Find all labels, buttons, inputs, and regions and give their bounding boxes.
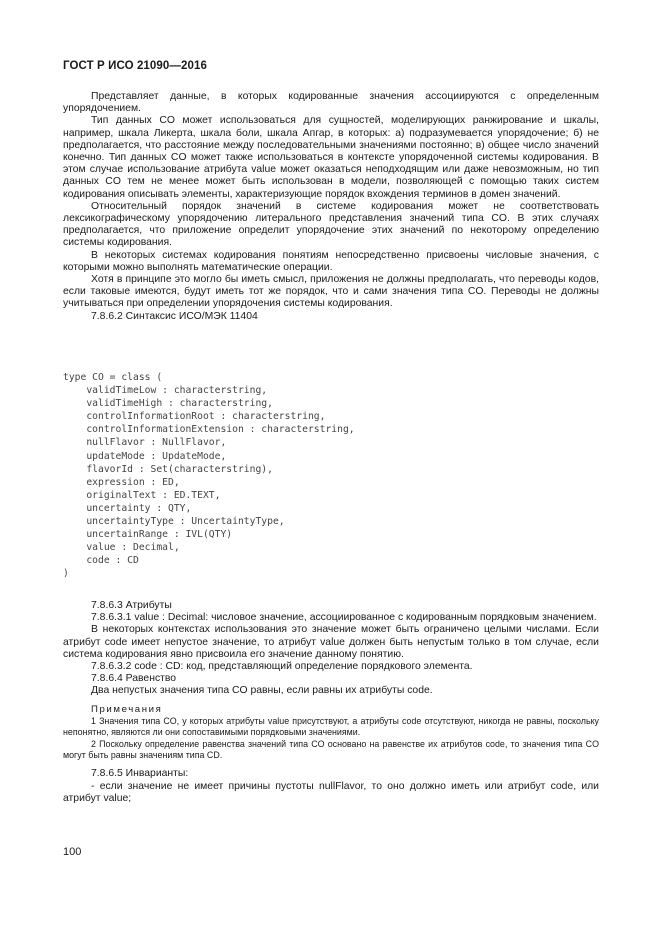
attributes-section [63,600,599,805]
code-line: code : CD [63,555,139,567]
code-line: ) [63,568,69,580]
code-line: type CO = class ( [63,372,163,383]
code-line: nullFlavor : NullFlavor, [63,437,227,449]
value-definition: 7.8.6.3.1 value : Decimal: числовое значение, ассоциированное с кодированным порядковым значением. [91,612,597,624]
equality-heading: 7.8.6.4 Равенство [91,673,177,685]
code-line: expression : ED, [63,476,180,488]
paragraph: Относительный порядок значений в системе кодирования может не соответствовать лексикографическому упорядочению литерального представления значений типа CO. В этих случаях предполагается, что приложение определит упорядочение этих значений по некоторому определению системы кодирования. [63,200,599,249]
code-line: originalText : ED.TEXT, [63,489,221,501]
code-line: uncertaintyType : UncertaintyType, [63,516,285,528]
intro-text [63,91,599,323]
standard-header: ГОСТ Р ИСО 21090—2016 [63,60,208,72]
code-line: validTimeLow : characterstring, [63,385,268,397]
value-note: В некоторых контекстах использования это значение может быть ограничено целыми числами. Если атрибут code имеет непустое значение, то атрибут value должен быть непустым только в том случае, если система кодирования явно присвоила его значение данному понятию. [63,624,599,660]
code-line: validTimeHigh : characterstring, [63,398,273,410]
code-line: controlInformationRoot : characterstring, [63,411,326,423]
paragraph: Тип данных CO может использоваться для сущностей, моделирующих ранжирование и шкалы, например, шкала Ликерта, шкала боли, шкала Апгар, в которых: а) подразумевается упорядочение; б) не предполагается, что расстояние между последовательными значениями постоянно; в) общее число значений конечно. Тип данных CO может также использоваться в контексте упорядоченной системы кодирования. В этом случае использование атрибута value может оказаться неподходящим или даже невозможным, но тип данных CO тем не менее может быть использован в модели, позволяющей с помощью таких систем кодирования описывать элементы, характеризующие порядок вхождения терминов в домен значений. [63,115,599,200]
code-line: uncertainRange : IVL(QTY) [63,529,233,541]
paragraph: Хотя в принципе это могло бы иметь смысл, приложения не должны предполагать, что переводы кодов, если таковые имеются, будут иметь тот же порядок, что и сами значения типа CO. Переводы не должны учитываться при определении упорядочения системы кодирования. [63,274,599,310]
syntax-heading: 7.8.6.2 Синтаксис ИСО/МЭК 11404 [91,310,258,322]
paragraph: В некоторых системах кодирования понятиям непосредственно присвоены числовые значения, с которыми можно выполнять математические операции. [63,249,599,273]
attributes-heading: 7.8.6.3 Атрибуты [91,600,172,611]
code-line: value : Decimal, [63,542,180,554]
code-line: updateMode : UpdateMode, [63,450,227,462]
invariants-heading: 7.8.6.5 Инварианты: [91,768,189,780]
code-line: controlInformationExtension : characterstring, [63,424,355,436]
code-block [63,371,355,581]
equality-text: Два непустых значения типа CO равны, если равны их атрибуты code. [91,685,433,697]
invariant-1: - если значение не имеет причины пустоты nullFlavor, то оно должно иметь или атрибут code, или атрибут value; [63,780,599,804]
paragraph: Представляет данные, в которых кодированные значения ассоциируются с определенным упорядочением. [63,91,599,115]
page-number: 100 [63,846,82,858]
note-1: 1 Значения типа CO, у которых атрибуты value присутствуют, а атрибуты code отсутствуют, никогда не равны, поскольку непонятно, являются ли они сопоставимыми порядковыми значениями. [63,715,599,738]
note-2: 2 Поскольку определение равенства значений типа CO основано на равенстве их атрибутов code, то значения типа CO могут быть равны значениям типа CD. [63,738,599,761]
code-definition: 7.8.6.3.2 code : CD: код, представляющий определение порядкового элемента. [91,661,473,673]
code-line: flavorId : Set(characterstring), [63,463,273,475]
notes-title: Примечания [91,703,163,715]
code-line: uncertainty : QTY, [63,502,192,514]
